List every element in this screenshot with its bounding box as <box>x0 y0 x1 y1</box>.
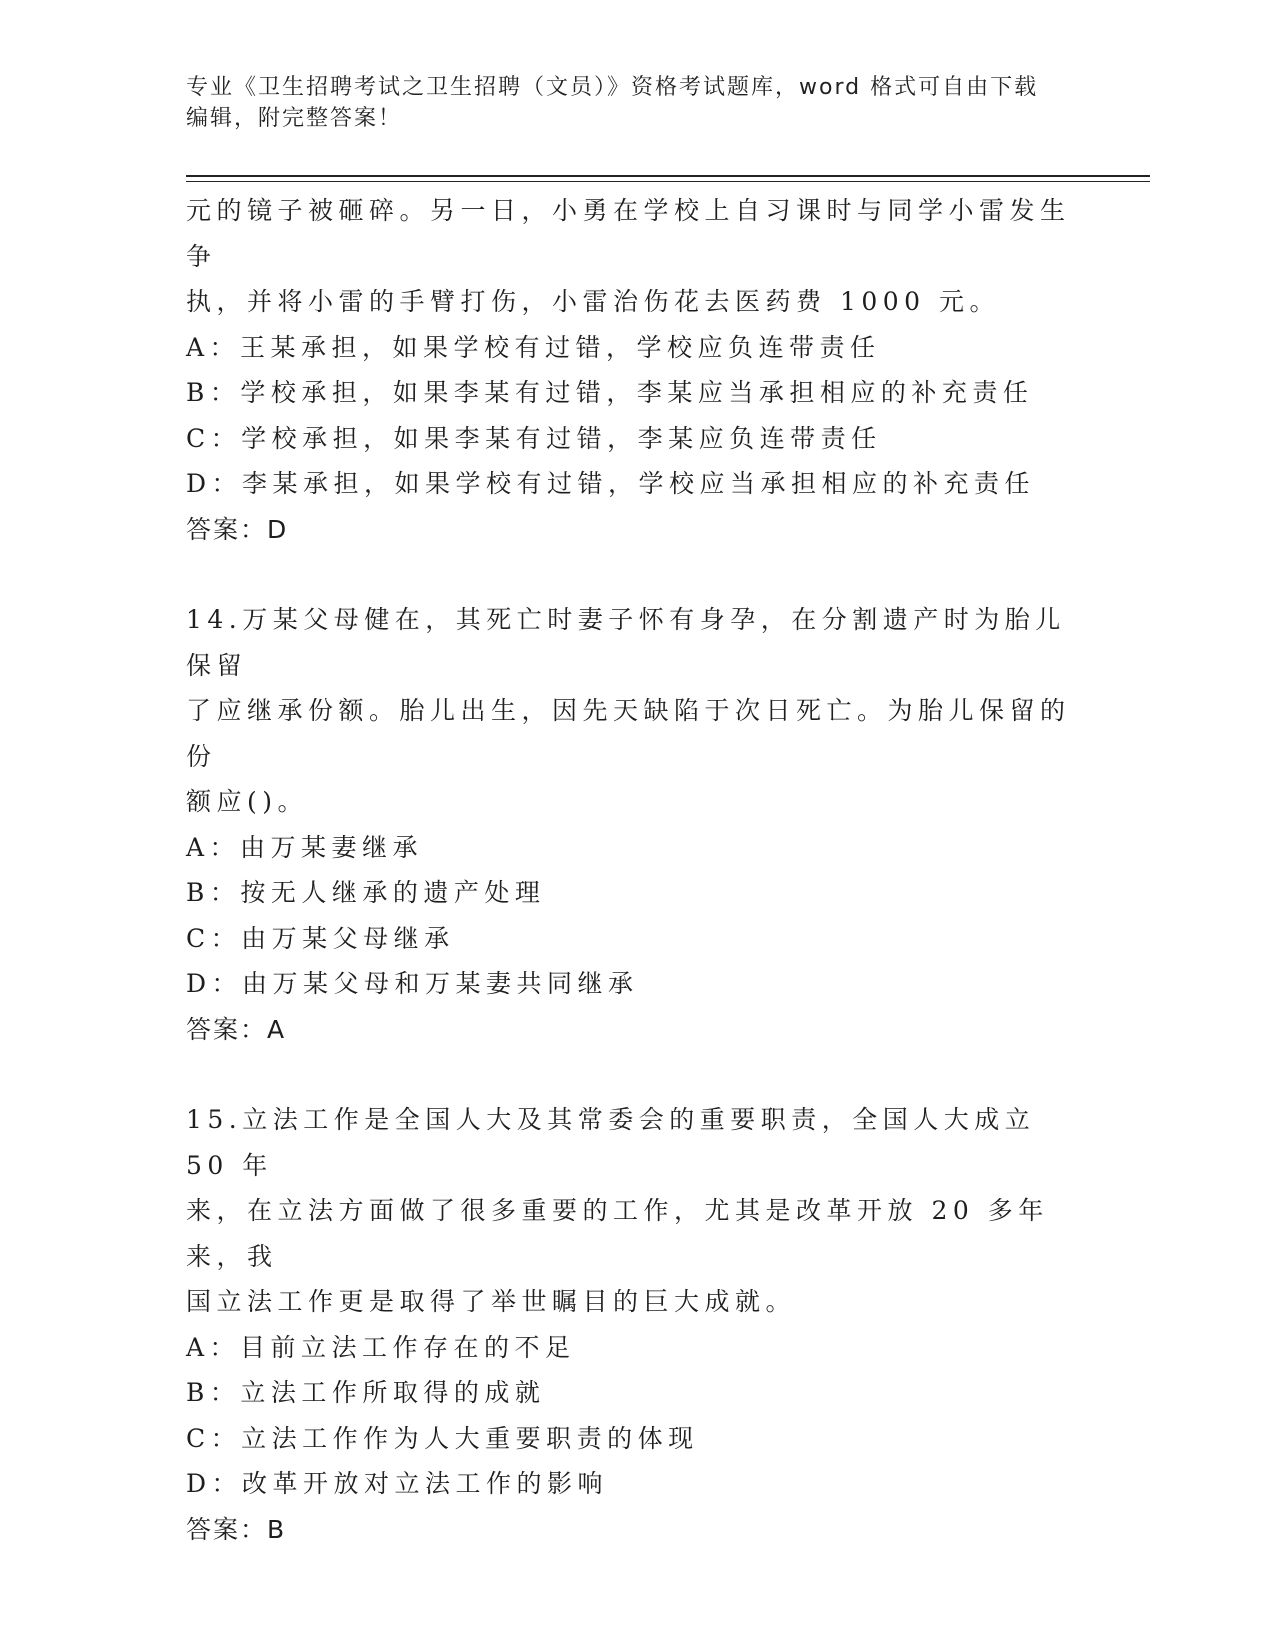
question-14 <box>186 597 1086 1052</box>
option-c: C：学校承担，如果李某有过错，李某应负连带责任 <box>186 423 882 453</box>
option-d: D：由万某父母和万某妻共同继承 <box>186 969 639 998</box>
spacer <box>186 552 1086 597</box>
question-text-line: 执，并将小雷的手臂打伤，小雷治伤花去医药费 1000 元。 <box>186 287 1001 316</box>
option-a: A：目前立法工作存在的不足 <box>186 1332 576 1362</box>
header-title-line-1: 专业《卫生招聘考试之卫生招聘（文员）》资格考试题库，word 格式可自由下载 <box>186 75 1039 100</box>
spacer <box>186 1052 1086 1097</box>
question-text-line: 国立法工作更是取得了举世瞩目的巨大成就。 <box>186 1287 797 1316</box>
header-divider-thick <box>186 175 1150 177</box>
question-15 <box>186 1097 1086 1552</box>
option-d: D：李某承担，如果学校有过错，学校应当承担相应的补充责任 <box>186 469 1036 498</box>
answer-line: 答案：D <box>186 514 289 544</box>
question-text-line: 了应继承份额。胎儿出生，因先天缺陷于次日死亡。为胎儿保留的份 <box>186 696 1071 771</box>
question-content <box>186 188 1086 1552</box>
question-text-line: 额应()。 <box>186 787 309 816</box>
question-text-line: 元的镜子被砸碎。另一日，小勇在学校上自习课时与同学小雷发生争 <box>186 196 1071 271</box>
answer-line: 答案：B <box>186 1514 287 1544</box>
option-b: B：按无人继承的遗产处理 <box>186 878 546 907</box>
option-c: C：立法工作作为人大重要职责的体现 <box>186 1423 699 1453</box>
option-c: C：由万某父母继承 <box>186 923 455 953</box>
header-divider-thin <box>186 181 1150 182</box>
question-text-line: 来，在立法方面做了很多重要的工作，尤其是改革开放 20 多年来，我 <box>186 1196 1049 1271</box>
page-header <box>186 72 1066 134</box>
option-a: A：王某承担，如果学校有过错，学校应负连带责任 <box>186 332 881 362</box>
question-continuation <box>186 188 1086 552</box>
option-d: D：改革开放对立法工作的影响 <box>186 1469 609 1498</box>
option-b: B：学校承担，如果李某有过错，李某应当承担相应的补充责任 <box>186 378 1034 407</box>
header-title-line-2: 编辑，附完整答案！ <box>186 106 403 131</box>
option-a: A：由万某妻继承 <box>186 832 424 862</box>
question-text-line: 15.立法工作是全国人大及其常委会的重要职责，全国人大成立 50 年 <box>186 1105 1036 1180</box>
answer-line: 答案：A <box>186 1014 287 1044</box>
question-text-line: 14.万某父母健在，其死亡时妻子怀有身孕，在分割遗产时为胎儿保留 <box>186 605 1066 680</box>
option-b: B：立法工作所取得的成就 <box>186 1378 546 1407</box>
